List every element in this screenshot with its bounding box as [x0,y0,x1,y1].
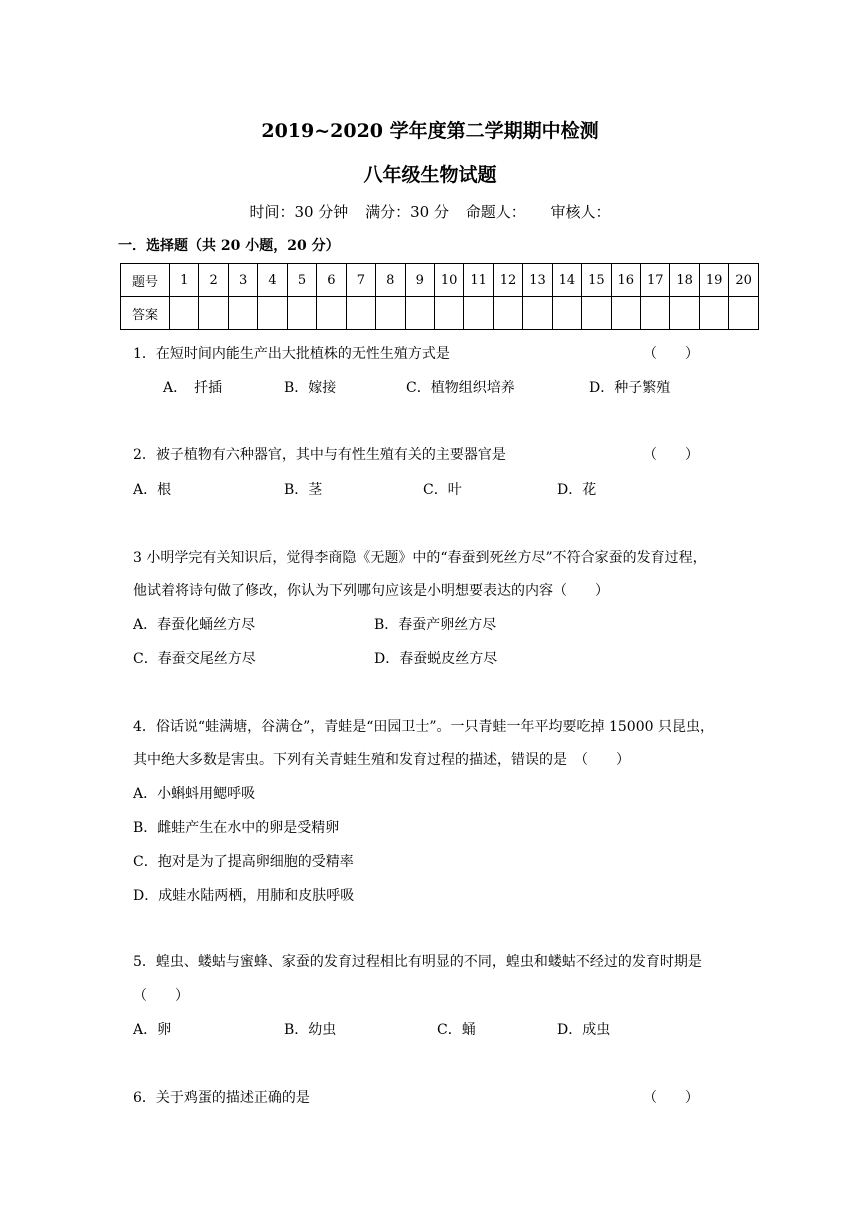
q1-answer-paren: （ ） [643,346,699,362]
q5-option-c: C．蛹 [437,1022,476,1038]
table-number-cell: 15 [582,264,611,297]
table-answer-cell[interactable] [729,297,759,330]
q6-answer-paren: （ ） [643,1090,699,1106]
q1-option-a: A． 扦插 [163,380,223,396]
q4-option-d: D．成蛙水陆两栖，用肺和皮肤呼吸 [133,888,355,904]
table-answer-cell[interactable] [641,297,670,330]
exam-title: 2019~2020 学年度第二学期期中检测 [261,120,599,142]
table-answer-cell[interactable] [170,297,199,330]
q1-option-c: C．植物组织培养 [406,380,515,396]
table-answer-cell[interactable] [582,297,611,330]
q2-option-a: A．根 [133,482,172,498]
table-answer-cell[interactable] [317,297,346,330]
table-number-cell: 12 [493,264,522,297]
q5-option-d: D．成虫 [557,1022,611,1038]
q2-answer-paren: （ ） [643,447,699,463]
table-number-cell: 10 [434,264,463,297]
table-number-cell: 6 [317,264,346,297]
section-title: 一．选择题（共 20 小题，20 分） [118,238,340,254]
table-number-cell: 8 [376,264,405,297]
table-number-cell: 11 [464,264,493,297]
exam-time: 时间：30 分钟 [249,203,349,221]
q2-option-b: B．茎 [284,482,323,498]
q4-stem-line2: 其中绝大多数是害虫。下列有关青蛙生殖和发育过程的描述，错误的是 （ ） [133,752,630,768]
table-number-cell: 20 [729,264,759,297]
q2-stem: 2．被子植物有六种器官，其中与有性生殖有关的主要器官是 [133,447,506,463]
table-number-cell: 14 [552,264,581,297]
table-answer-cell[interactable] [670,297,699,330]
q3-option-d: D．春蚕蜕皮丝方尽 [374,651,498,667]
table-number-cell: 19 [699,264,728,297]
table-header-answer: 答案 [121,297,170,330]
table-answer-cell[interactable] [523,297,552,330]
answer-table [120,263,759,330]
q3-option-c: C．春蚕交尾丝方尽 [133,651,256,667]
table-number-cell: 7 [346,264,375,297]
table-answer-cell[interactable] [199,297,228,330]
q2-option-c: C．叶 [423,482,462,498]
table-answer-cell[interactable] [228,297,257,330]
table-answer-cell[interactable] [699,297,728,330]
exam-info [0,201,860,222]
exam-subtitle: 八年级生物试题 [363,164,497,186]
table-number-cell: 13 [523,264,552,297]
answer-table-answer-row [121,297,759,330]
exam-reviewer: 审核人： [550,203,611,221]
table-number-cell: 17 [641,264,670,297]
exam-author: 命题人： [465,203,526,221]
q1-option-b: B．嫁接 [284,380,337,396]
q1-stem: 1．在短时间内能生产出大批植株的无性生殖方式是 [133,346,450,362]
q4-option-b: B．雌蛙产生在水中的卵是受精卵 [133,820,340,836]
q2-option-d: D．花 [557,482,597,498]
table-answer-cell[interactable] [434,297,463,330]
table-answer-cell[interactable] [493,297,522,330]
table-number-cell: 3 [228,264,257,297]
q3-option-b: B．春蚕产卵丝方尽 [374,617,497,633]
table-number-cell: 9 [405,264,434,297]
table-answer-cell[interactable] [258,297,287,330]
table-answer-cell[interactable] [287,297,316,330]
q4-stem-line1: 4．俗话说“蛙满塘，谷满仓”，青蛙是“田园卫士”。一只青蛙一年平均要吃掉 15000 只昆虫， [133,719,714,735]
q5-option-a: A．卵 [133,1022,172,1038]
exam-score: 满分：30 分 [365,203,449,221]
q6-stem: 6．关于鸡蛋的描述正确的是 [133,1090,310,1106]
q5-stem-line1: 5．蝗虫、蝼蛄与蜜蜂、家蚕的发育过程相比有明显的不同，蝗虫和蝼蛄不经过的发育时期是 [133,954,702,970]
q5-stem-line2: （ ） [133,988,189,1004]
table-answer-cell[interactable] [346,297,375,330]
table-number-cell: 4 [258,264,287,297]
q3-stem-line1: 3 小明学完有关知识后，觉得李商隐《无题》中的“春蚕到死丝方尽”不符合家蚕的发育过程， [133,550,707,566]
table-answer-cell[interactable] [376,297,405,330]
table-answer-cell[interactable] [552,297,581,330]
q3-option-a: A．春蚕化蛹丝方尽 [133,617,256,633]
table-number-cell: 16 [611,264,640,297]
q5-option-b: B．幼虫 [284,1022,337,1038]
table-answer-cell[interactable] [611,297,640,330]
q3-stem-line2: 他试着将诗句做了修改，你认为下列哪句应该是小明想要表达的内容（ ） [133,583,609,599]
table-number-cell: 2 [199,264,228,297]
q4-option-c: C．抱对是为了提高卵细胞的受精率 [133,854,354,870]
q4-option-a: A．小蝌蚪用鳃呼吸 [133,786,256,802]
table-header-number: 题号 [121,264,170,297]
table-number-cell: 5 [287,264,316,297]
answer-table-number-row [121,264,759,297]
q1-option-d: D．种子繁殖 [589,380,671,396]
table-answer-cell[interactable] [464,297,493,330]
table-answer-cell[interactable] [405,297,434,330]
table-number-cell: 1 [170,264,199,297]
table-number-cell: 18 [670,264,699,297]
